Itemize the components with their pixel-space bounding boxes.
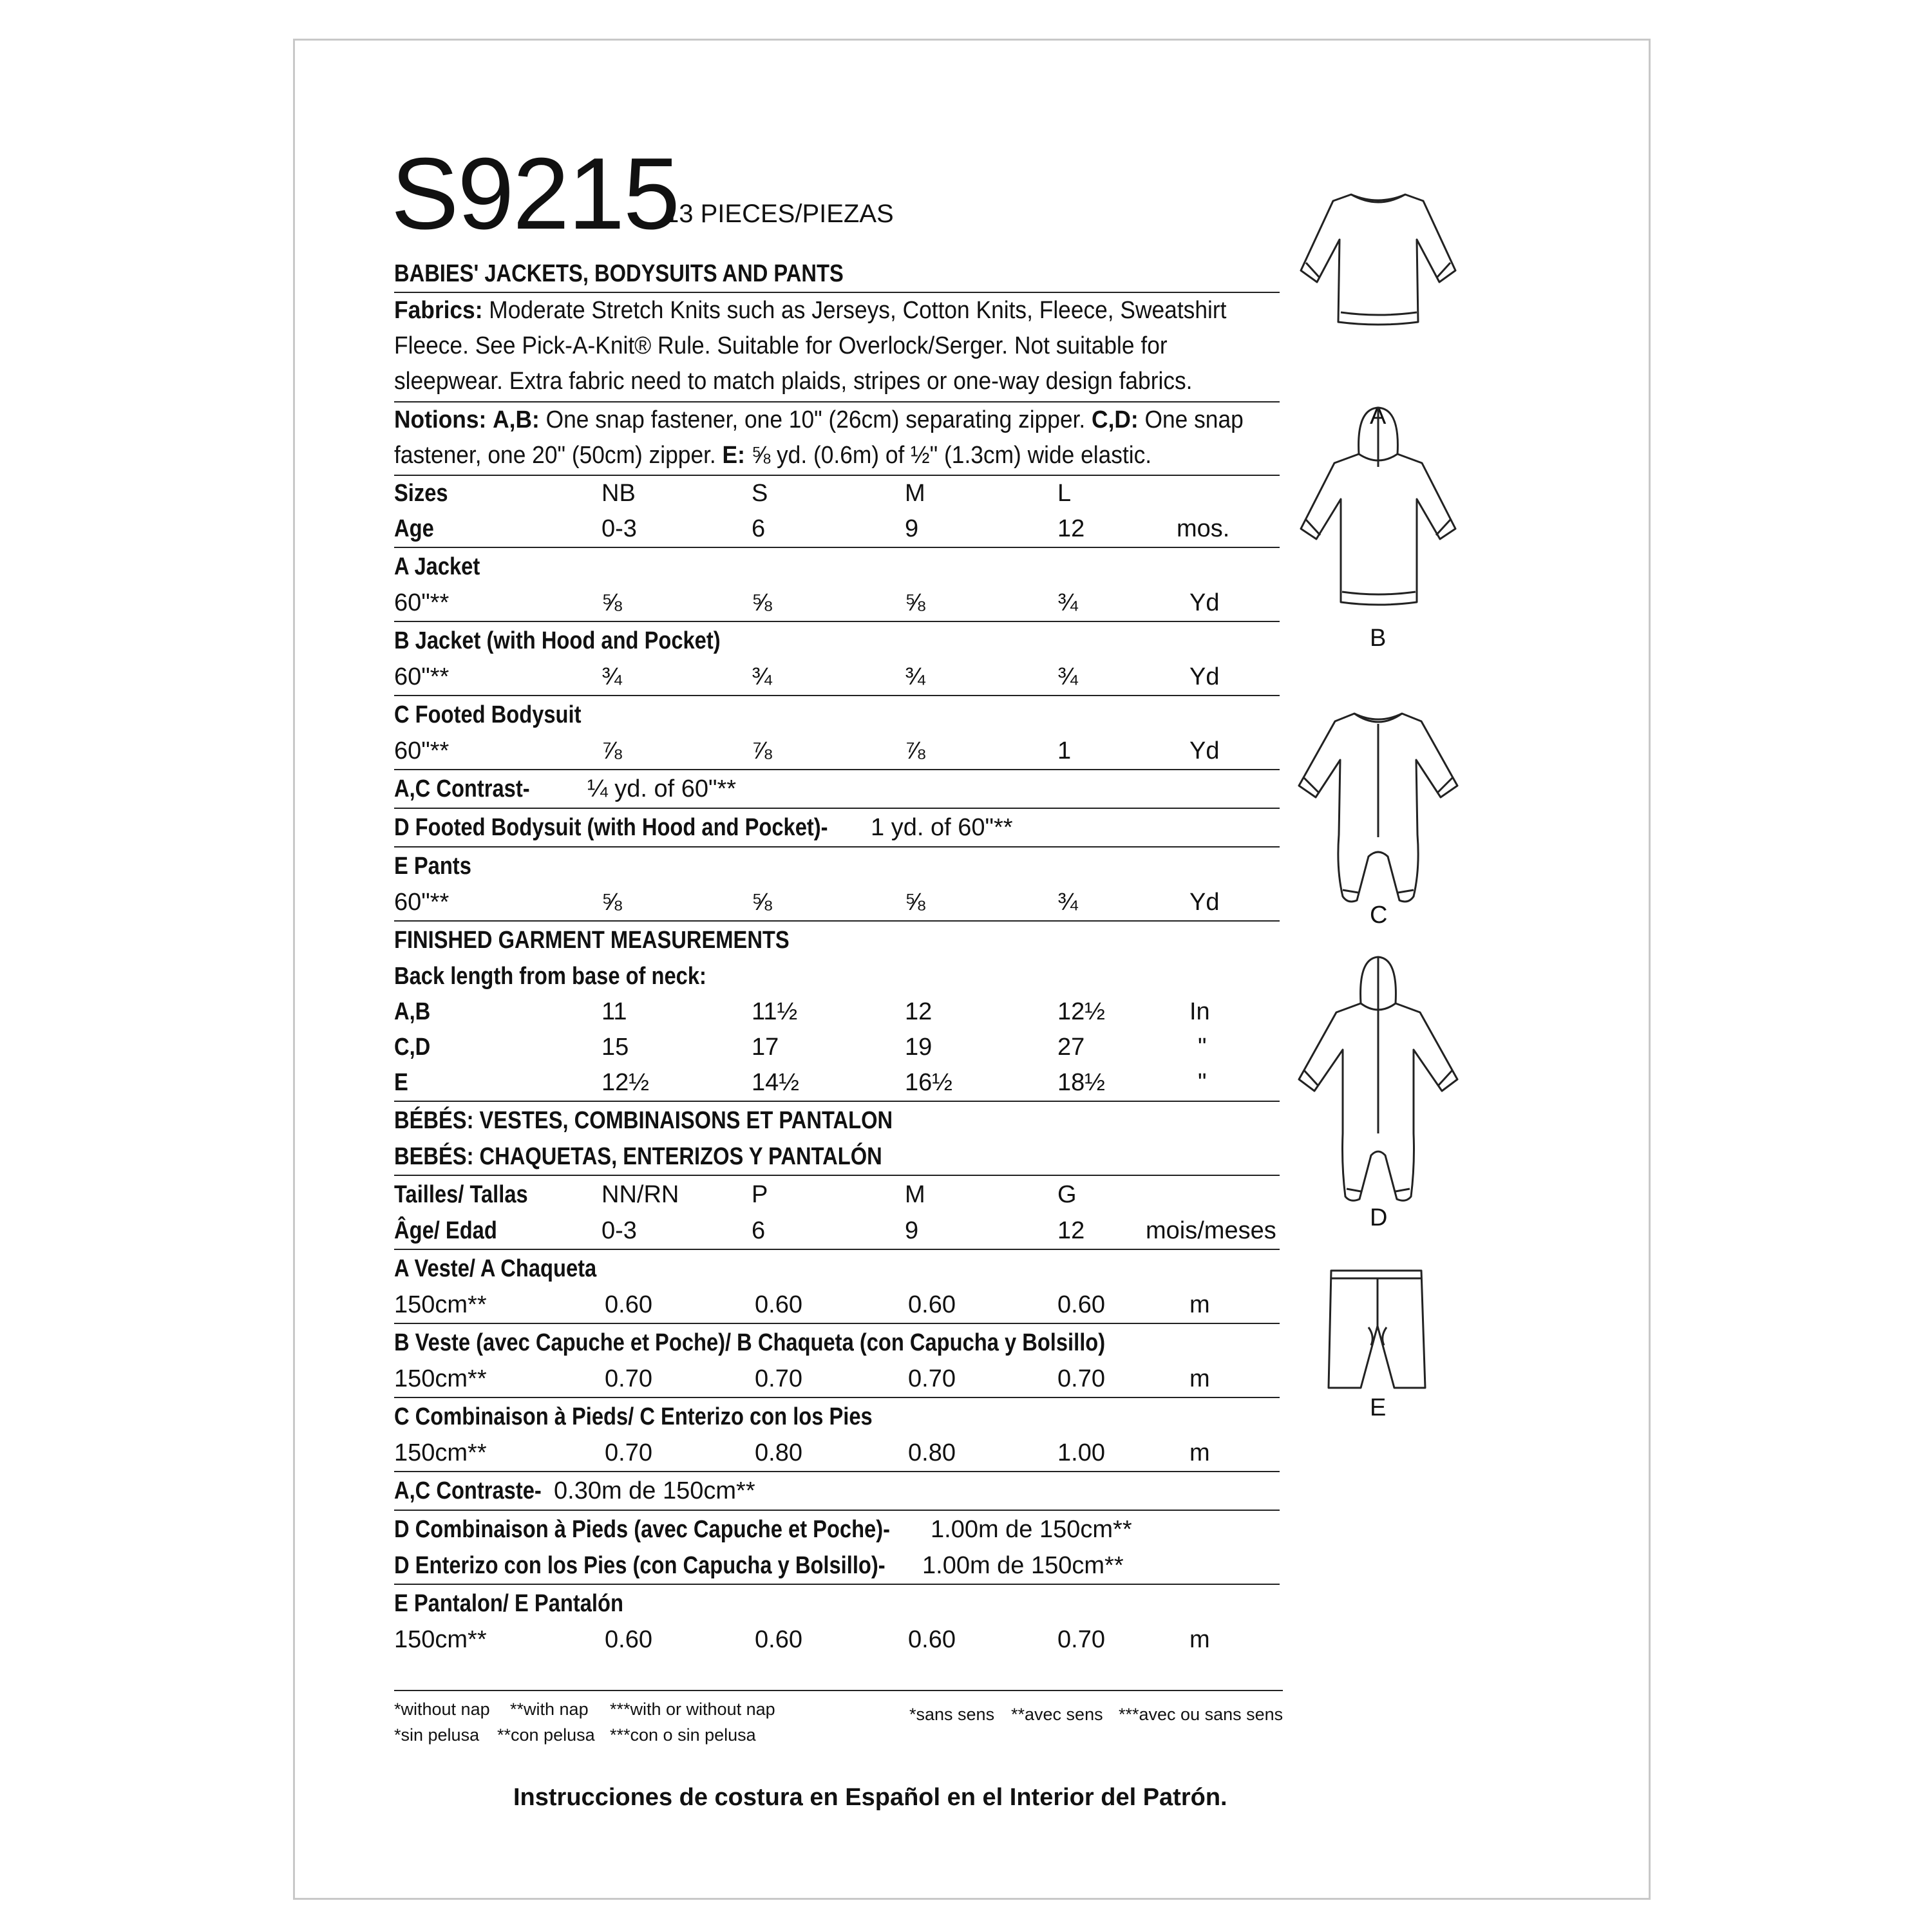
fabrics-section: [394, 292, 1280, 401]
row-label: B Jacket (with Hood and Pocket): [394, 627, 721, 654]
yardage-chart: [394, 256, 1280, 1658]
d-combinaison-block: [394, 1510, 1280, 1584]
notions-ab-label: A,B:: [493, 406, 540, 433]
ac-contrast-row: [394, 769, 1280, 808]
unit: ": [1198, 1034, 1207, 1061]
fabric-width: 60"**: [394, 663, 450, 690]
measure-row: [394, 994, 1280, 1030]
yardage-value: ⅝: [752, 589, 772, 616]
measure-value: 19: [905, 1034, 933, 1061]
yardage-value: ¾: [601, 663, 622, 690]
footed-bodysuit-c-sketch-icon: [1291, 708, 1465, 914]
row-label: C Combinaison à Pieds/ C Enterizo con los Pies: [394, 1403, 873, 1430]
row-label: A Veste/ A Chaqueta: [394, 1255, 597, 1282]
meter-value: 0.70: [908, 1365, 956, 1392]
yardage-value: ¾: [752, 663, 772, 690]
fabrics-text: Moderate Stretch Knits such as Jerseys, Cotton Knits, Fleece, Sweatshirt Fleece. See Pick-A-Knit® Rule. Suitable for Overlock/Serger. Not suitable for sleepwear. Extra fabric need to match plaids, stripes or one-way design fabrics.: [394, 297, 1227, 395]
d-amount-es: 1.00m de 150cm**: [922, 1552, 1124, 1579]
pattern-number: S9215: [391, 137, 679, 251]
age-value: 6: [752, 515, 766, 542]
age-value: 9: [905, 515, 919, 542]
notions-cd-label: C,D:: [1092, 406, 1139, 433]
contrast-amount: ¼ yd. of 60"**: [587, 775, 737, 802]
unit: In: [1189, 998, 1210, 1025]
meter-value: 0.70: [605, 1365, 652, 1392]
meter-value: 0.60: [908, 1626, 956, 1653]
unit: m: [1189, 1439, 1210, 1466]
meter-value: 0.60: [755, 1626, 802, 1653]
yardage-value: ¾: [905, 663, 925, 690]
fabric-width: 150cm**: [394, 1439, 487, 1466]
meter-value: 0.60: [755, 1291, 802, 1318]
hooded-jacket-b-sketch-icon: [1294, 402, 1462, 634]
unit: m: [1189, 1291, 1210, 1318]
fabrics-label: Fabrics:: [394, 297, 483, 324]
row-label: E Pants: [394, 853, 471, 880]
measure-value: 11½: [752, 998, 798, 1025]
fabric-width: 60"**: [394, 589, 450, 616]
unit: Yd: [1189, 737, 1220, 764]
spanish-instructions-note: Instrucciones de costura en Español en el Interior del Patrón.: [513, 1784, 1227, 1811]
b-veste-block: [394, 1323, 1280, 1397]
title-fr: BÉBÉS: VESTES, COMBINAISONS ET PANTALON: [394, 1107, 893, 1134]
yardage-value: ⅞: [752, 737, 772, 764]
row-label: C Footed Bodysuit: [394, 701, 582, 728]
d-amount-fr: 1.00m de 150cm**: [931, 1516, 1132, 1543]
age-unit: mos.: [1177, 515, 1230, 542]
size-value: M: [905, 480, 925, 507]
header: [391, 137, 894, 251]
c-bodysuit-block: [394, 695, 1280, 769]
measure-value: 27: [1057, 1034, 1085, 1061]
measure-value: 16½: [905, 1069, 952, 1096]
fabric-width: 60"**: [394, 889, 450, 916]
jacket-a-sketch-icon: [1294, 187, 1462, 419]
row-label: C,D: [394, 1034, 431, 1061]
row-label: D Footed Bodysuit (with Hood and Pocket)-: [394, 814, 828, 841]
measure-value: 12½: [601, 1069, 649, 1096]
row-label: A,C Contrast-: [394, 775, 530, 802]
a-veste-block: [394, 1249, 1280, 1323]
yardage-value: ⅝: [601, 889, 622, 916]
d-bodysuit-row: [394, 808, 1280, 846]
footnote: *sin pelusa: [394, 1725, 480, 1745]
unit: m: [1189, 1365, 1210, 1392]
sizes-row: [394, 476, 1280, 511]
b-jacket-block: [394, 621, 1280, 695]
view-label: B: [1370, 625, 1387, 652]
meter-value: 0.60: [605, 1291, 652, 1318]
e-pants-block: [394, 846, 1280, 920]
measure-row: [394, 1065, 1280, 1101]
footnote: **with nap: [510, 1700, 589, 1719]
fabric-width: 150cm**: [394, 1291, 487, 1318]
view-label: D: [1370, 1204, 1388, 1231]
view-label: E: [1370, 1394, 1387, 1421]
pants-e-sketch-icon: [1323, 1265, 1433, 1394]
size-value: S: [752, 480, 768, 507]
age-value: 6: [752, 1217, 766, 1244]
age-row: [394, 511, 1280, 547]
unit: Yd: [1189, 589, 1220, 616]
row-label: E Pantalon/ E Pantalón: [394, 1590, 623, 1617]
meter-value: 0.60: [605, 1626, 652, 1653]
meter-value: 0.70: [755, 1365, 802, 1392]
age-value: 0-3: [601, 515, 637, 542]
meter-value: 1.00: [1057, 1439, 1105, 1466]
measure-value: 11: [601, 998, 627, 1025]
footnote: ***avec ou sans sens: [1119, 1705, 1283, 1724]
yardage-value: ⅞: [601, 737, 622, 764]
fr-es-titles: [394, 1101, 1280, 1175]
contraste-amount: 0.30m de 150cm**: [554, 1477, 755, 1504]
unit: Yd: [1189, 663, 1220, 690]
a-jacket-block: [394, 547, 1280, 621]
meter-value: 0.70: [1057, 1626, 1105, 1653]
yardage-value: ¾: [1057, 663, 1078, 690]
unit: m: [1189, 1626, 1210, 1653]
row-label: D Combinaison à Pieds (avec Capuche et Poche)-: [394, 1516, 890, 1543]
notions-section: [394, 401, 1280, 475]
c-combinaison-block: [394, 1397, 1280, 1471]
yardage-value: 1: [1057, 737, 1072, 764]
yardage-value: ⅝: [601, 589, 622, 616]
yardage-value: ⅝: [752, 889, 772, 916]
measure-value: 15: [601, 1034, 629, 1061]
measure-value: 12½: [1057, 998, 1105, 1025]
notions-cd-text: One snap fastener, one 20" (50cm) zipper.: [394, 406, 1244, 469]
view-label: C: [1370, 902, 1388, 929]
size-value: NB: [601, 480, 636, 507]
fabric-width: 150cm**: [394, 1626, 487, 1653]
sizes-label: Sizes: [394, 480, 448, 507]
measure-row: [394, 1030, 1280, 1065]
row-label: B Veste (avec Capuche et Poche)/ B Chaqueta (con Capucha y Bolsillo): [394, 1329, 1106, 1356]
meter-value: 0.60: [1057, 1291, 1105, 1318]
unit: Yd: [1189, 889, 1220, 916]
section-subtitle: Back length from base of neck:: [394, 963, 706, 990]
row-label: A Jacket: [394, 553, 480, 580]
product-title: BABIES' JACKETS, BODYSUITS AND PANTS: [394, 260, 844, 287]
age-value: 9: [905, 1217, 919, 1244]
age-label: Âge/ Edad: [394, 1217, 497, 1244]
row-label: E: [394, 1069, 408, 1096]
row-label: A,C Contraste-: [394, 1477, 542, 1504]
yardage-value: ⅝: [905, 589, 925, 616]
yardage-value: ⅞: [905, 737, 925, 764]
title-es: BEBÉS: CHAQUETAS, ENTERIZOS Y PANTALÓN: [394, 1143, 882, 1170]
sizes-label: Tailles/ Tallas: [394, 1181, 528, 1208]
footnote: *without nap: [394, 1700, 490, 1719]
measure-value: 18½: [1057, 1069, 1105, 1096]
d-amount: 1 yd. of 60"**: [871, 814, 1013, 841]
measure-value: 14½: [752, 1069, 799, 1096]
age-label: Age: [394, 515, 434, 542]
yardage-value: ¾: [1057, 589, 1078, 616]
age-row-fr: [394, 1213, 1280, 1249]
size-value: P: [752, 1181, 768, 1208]
notions-e-text: ⅝ yd. (0.6m) of ½" (1.3cm) wide elastic.: [751, 442, 1152, 469]
size-value: M: [905, 1181, 925, 1208]
view-label: A: [1370, 402, 1387, 430]
footnote: **con pelusa: [497, 1725, 595, 1745]
section-title: FINISHED GARMENT MEASUREMENTS: [394, 927, 790, 954]
age-value: 0-3: [601, 1217, 637, 1244]
footnote: ***with or without nap: [610, 1700, 775, 1719]
hooded-bodysuit-d-sketch-icon: [1291, 953, 1465, 1211]
fabric-width: 150cm**: [394, 1365, 487, 1392]
age-unit: mois/meses: [1146, 1217, 1276, 1244]
row-label: A,B: [394, 998, 431, 1025]
ac-contraste-row: [394, 1471, 1280, 1510]
tailles-row: [394, 1176, 1280, 1213]
meter-value: 0.80: [908, 1439, 956, 1466]
age-value: 12: [1057, 515, 1085, 542]
age-value: 12: [1057, 1217, 1085, 1244]
footnote: **avec sens: [1011, 1705, 1103, 1724]
meter-value: 0.70: [1057, 1365, 1105, 1392]
e-pantalon-block: [394, 1584, 1280, 1658]
notions-label: Notions:: [394, 406, 487, 433]
unit: ": [1198, 1069, 1207, 1096]
measure-value: 12: [905, 998, 933, 1025]
footnote: *sans sens: [909, 1705, 995, 1724]
finished-measurements: [394, 920, 1280, 1101]
meter-value: 0.80: [755, 1439, 802, 1466]
fabric-width: 60"**: [394, 737, 450, 764]
notions-ab-text: One snap fastener, one 10" (26cm) separating zipper.: [545, 406, 1086, 433]
meter-value: 0.70: [605, 1439, 652, 1466]
meter-value: 0.60: [908, 1291, 956, 1318]
row-label: D Enterizo con los Pies (con Capucha y Bolsillo)-: [394, 1552, 886, 1579]
piece-count: 13 PIECES/PIEZAS: [665, 200, 894, 228]
yardage-value: ¾: [1057, 889, 1078, 916]
footnote: ***con o sin pelusa: [610, 1725, 756, 1745]
size-value: G: [1057, 1181, 1077, 1208]
size-value: NN/RN: [601, 1181, 679, 1208]
notions-e-label: E:: [722, 442, 745, 469]
footnotes: [394, 1690, 1283, 1748]
size-value: L: [1057, 480, 1072, 507]
yardage-value: ⅝: [905, 889, 925, 916]
measure-value: 17: [752, 1034, 779, 1061]
